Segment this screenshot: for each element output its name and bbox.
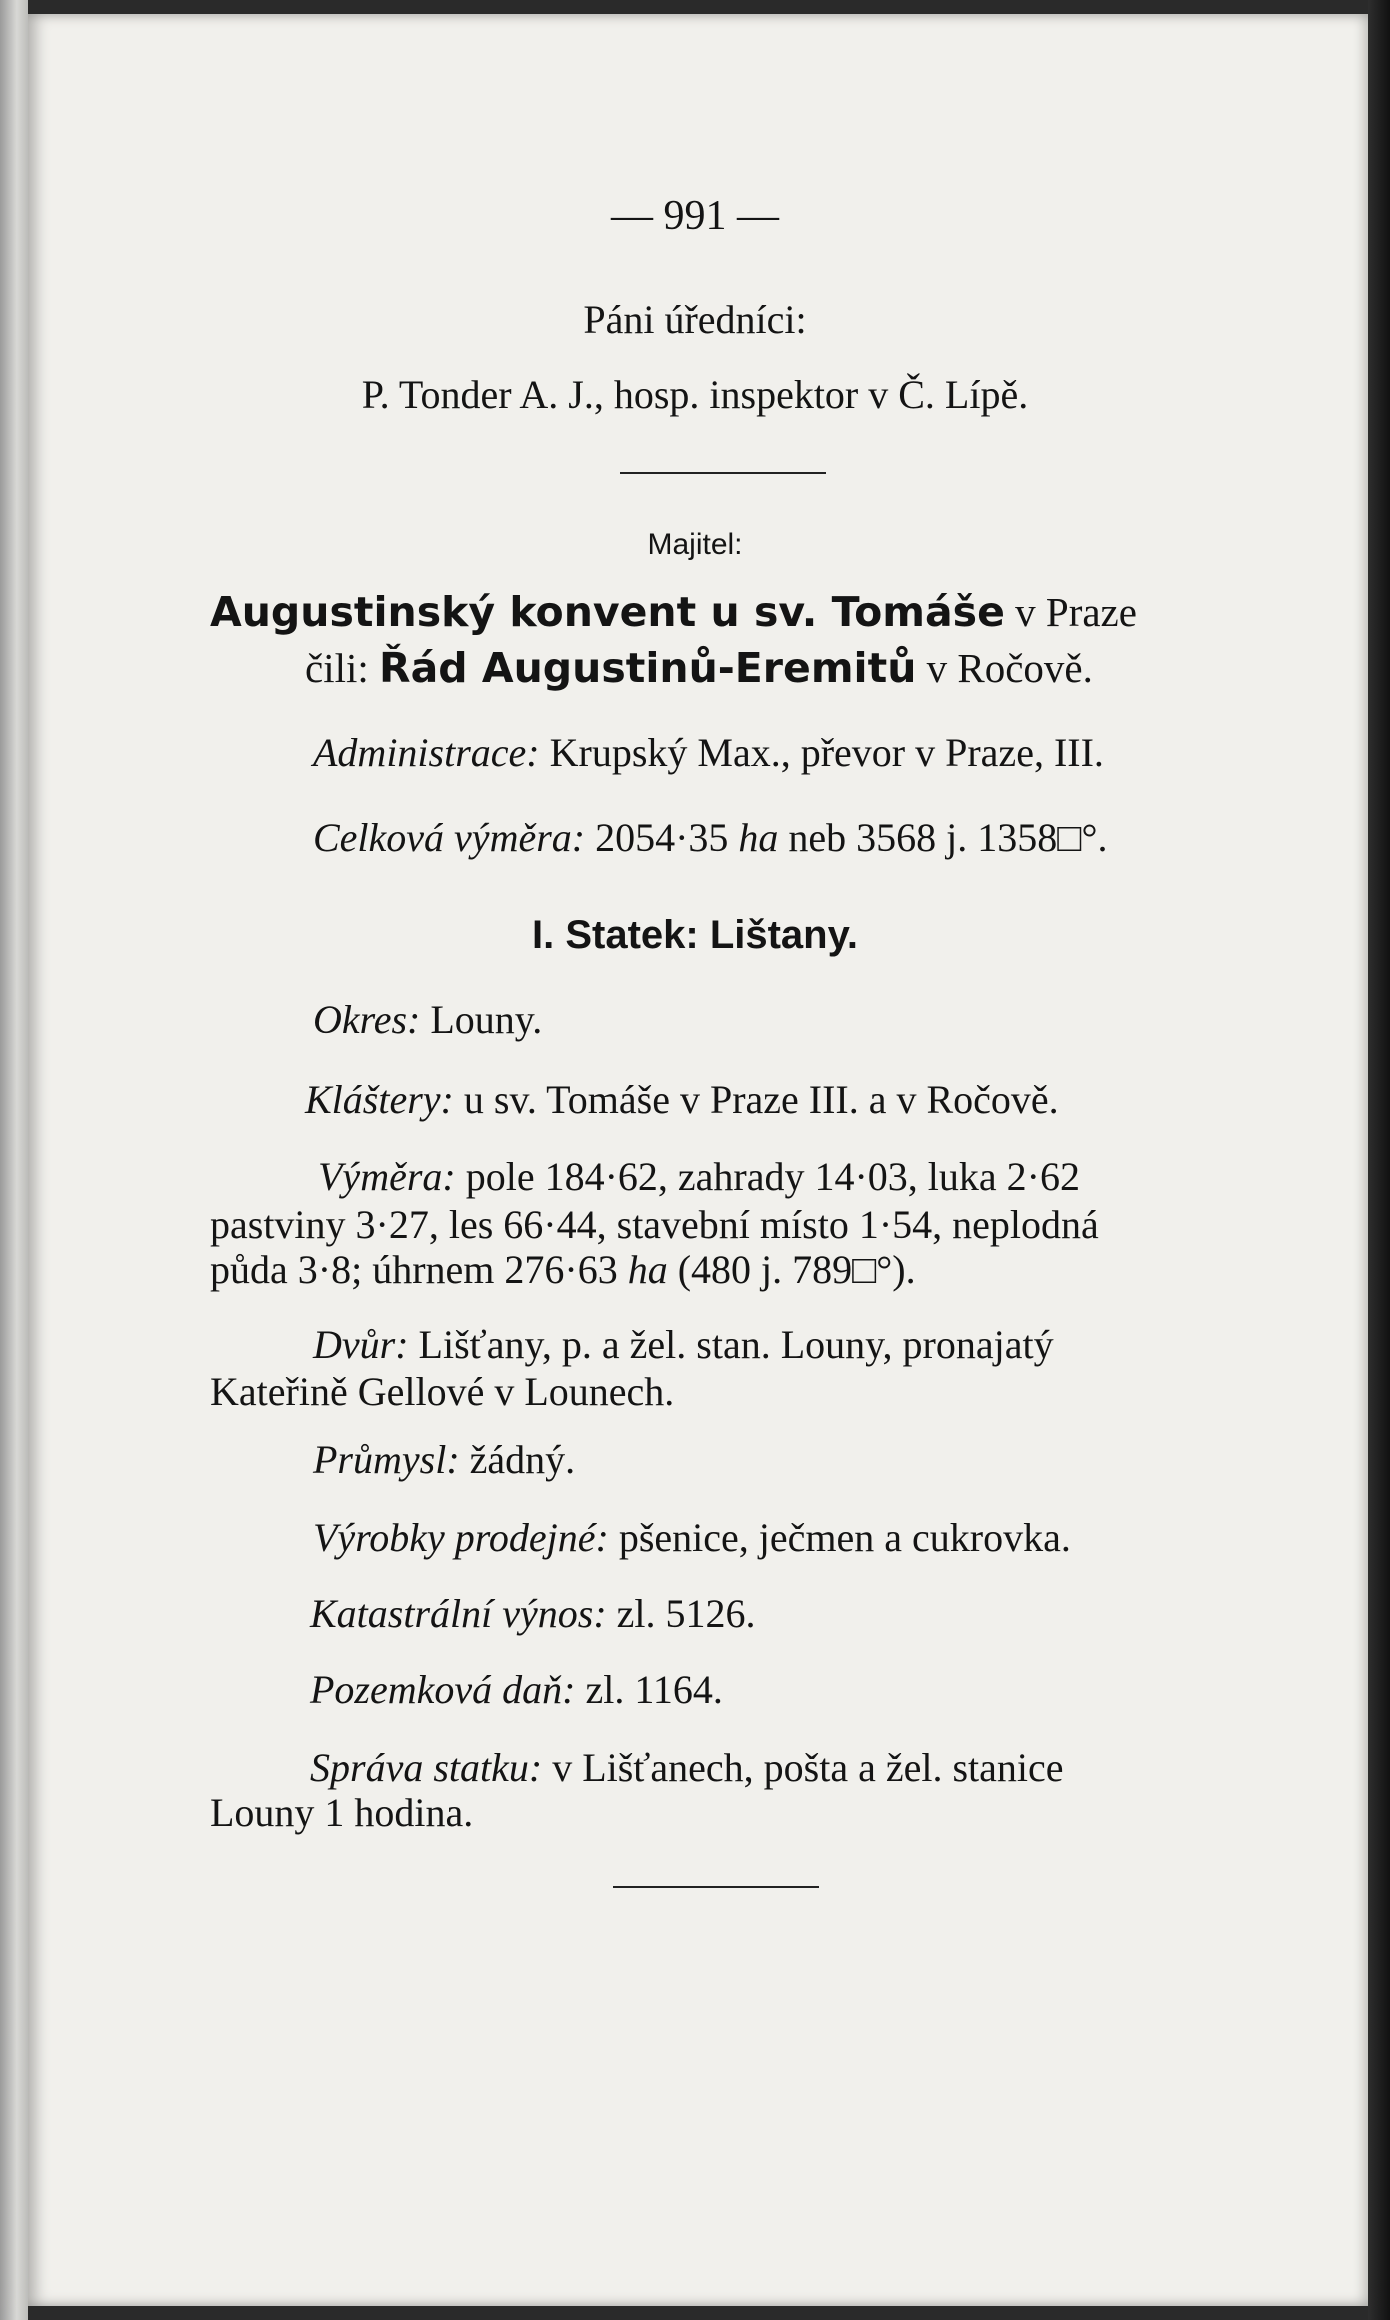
owner-alt-prefix: čili:: [305, 645, 380, 691]
estate-area-line1: [318, 1154, 1080, 1199]
section-divider: [620, 472, 826, 474]
cadastral-label: Katastrální výnos:: [310, 1591, 607, 1636]
owner-alt-name: Řád Augustinů-Eremitů: [379, 644, 917, 692]
estate-industry: [313, 1437, 576, 1482]
area-line3: půda 3·8; úhrnem 276·63: [210, 1247, 628, 1292]
products-value: pšenice, ječmen a cukrovka.: [608, 1515, 1071, 1560]
total-area-label: Celková výměra:: [313, 815, 586, 860]
estate-farm-line1: [313, 1322, 1054, 1367]
admin-value: Krupský Max., převor v Praze, III.: [539, 730, 1104, 775]
cadastral-value: zl. 5126.: [606, 1591, 756, 1636]
owner-alt-city: v Ročově.: [916, 645, 1093, 691]
total-area-unit: ha: [738, 815, 779, 860]
estate-farm-line2: Kateřině Gellové v Lounech.: [210, 1369, 675, 1414]
estate-district: [313, 997, 543, 1042]
owner-alt-line: [305, 644, 1093, 692]
estate-tax: [310, 1667, 723, 1712]
estate-monasteries: [305, 1077, 1059, 1122]
farm-line1: Lišťany, p. a žel. stan. Louny, pronajatý: [408, 1322, 1054, 1367]
total-area-value-rest: neb 3568 j. 1358□°.: [778, 815, 1108, 860]
end-divider: [613, 1886, 819, 1888]
page-edge-right: [1368, 0, 1390, 2320]
estate-cadastral: [310, 1591, 756, 1636]
industry-label: Průmysl:: [313, 1437, 460, 1482]
monastery-value: u sv. Tomáše v Praze III. a v Ročově.: [453, 1077, 1059, 1122]
officials-line: P. Tonder A. J., hosp. inspektor v Č. Lípě.: [361, 372, 1029, 417]
owner-administration: [313, 730, 1104, 775]
district-value: Louny.: [420, 997, 543, 1042]
page-number: — 991 —: [611, 193, 779, 239]
district-label: Okres:: [313, 997, 421, 1042]
area-label: Výměra:: [318, 1154, 456, 1199]
admin-label: Administrace:: [313, 730, 540, 775]
industry-value: žádný.: [459, 1437, 576, 1482]
monastery-label: Kláštery:: [305, 1077, 454, 1122]
estate-admin-label: Správa statku:: [310, 1745, 543, 1790]
products-label: Výrobky prodejné:: [313, 1515, 609, 1560]
estate-admin-line1-text: v Lišťanech, pošta a žel. stanice: [542, 1745, 1064, 1790]
tax-label: Pozemková daň:: [310, 1667, 576, 1712]
owner-label: Majitel:: [647, 528, 743, 561]
officials-heading: Páni úředníci:: [583, 297, 807, 342]
area-line3-rest: (480 j. 789□°).: [667, 1247, 916, 1292]
estate-area-line3: [210, 1247, 916, 1292]
owner-name: Augustinský konvent u sv. Tomáše: [210, 588, 1005, 636]
total-area-value: 2054·35: [585, 815, 739, 860]
estate-admin-line1: [310, 1745, 1064, 1790]
estate-heading: I. Statek: Lištany.: [531, 913, 858, 957]
tax-value: zl. 1164.: [575, 1667, 723, 1712]
estate-area-line2: pastviny 3·27, les 66·44, stavební místo 1·54, neplodná: [210, 1202, 1099, 1247]
owner-name-line: [210, 588, 1137, 636]
estate-admin-line2: Louny 1 hodina.: [210, 1790, 474, 1835]
area-line1: pole 184·62, zahrady 14·03, luka 2·62: [455, 1154, 1080, 1199]
owner-city: v Praze: [1004, 589, 1137, 635]
farm-label: Dvůr:: [313, 1322, 409, 1367]
area-line3-unit: ha: [627, 1247, 668, 1292]
estate-products: [313, 1515, 1071, 1560]
page-edge-left: [0, 0, 28, 2320]
owner-total-area: [313, 815, 1108, 860]
